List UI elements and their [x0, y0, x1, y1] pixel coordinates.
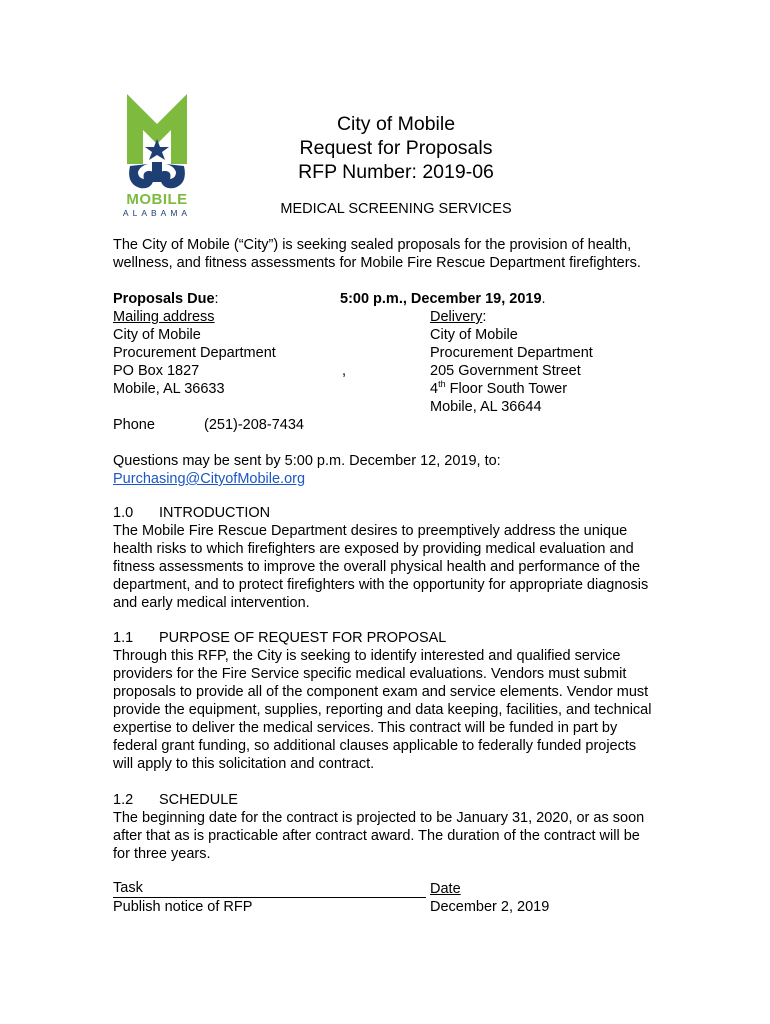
- logo-word: MOBILE: [126, 191, 188, 208]
- phone-number: (251)-208-7434: [204, 417, 304, 433]
- mailing-line: Mobile, AL 36633: [113, 381, 225, 397]
- intro-line: The City of Mobile (“City”) is seeking sealed proposals for the provision of health,: [113, 237, 632, 253]
- purchasing-email-link[interactable]: Purchasing@CityofMobile.org: [113, 471, 306, 487]
- title-line-rfp: Request for Proposals: [299, 137, 493, 159]
- schedule-row-task: Publish notice of RFP: [113, 899, 253, 915]
- section-title: PURPOSE OF REQUEST FOR PROPOSAL: [159, 630, 447, 646]
- intro-paragraph: [113, 236, 673, 272]
- body-line: Through this RFP, the City is seeking to identify interested and qualified service: [113, 648, 621, 664]
- mailing-line: Procurement Department: [113, 345, 276, 361]
- task-header-text: Task: [113, 880, 143, 896]
- body-line: provide the equipment, supplies, reporting and data keeping, facilities, and technical: [113, 702, 652, 718]
- stray-comma: ,: [342, 363, 347, 379]
- floor-number: 4: [430, 381, 439, 397]
- intro-line: wellness, and fitness assessments for Mobile Fire Rescue Department firefighters.: [113, 255, 641, 271]
- schedule-task-header: [113, 880, 426, 898]
- body-line: providers for the Fire Service specific medical evaluations. Vendors must submit: [113, 666, 627, 682]
- mailing-line: City of Mobile: [113, 327, 201, 343]
- title-line-number: RFP Number: 2019-06: [298, 161, 494, 183]
- body-line: federal grant funding, so additional clauses applicable to federally funded projects: [113, 738, 637, 754]
- body-line: fitness assessments to improve the overall physical health and performance of the: [113, 559, 641, 575]
- delivery-colon: :: [482, 309, 487, 325]
- delivery-floor-line: [430, 380, 593, 398]
- body-line: will apply to this solicitation and contract.: [113, 756, 375, 772]
- proposals-due-label: [113, 290, 219, 308]
- body-line: health risks to which firefighters are exposed by providing medical evaluation and: [113, 541, 634, 557]
- floor-ordinal: th: [438, 379, 446, 390]
- phone-label: Phone: [113, 417, 155, 433]
- body-line: department, and to protect firefighters with the opportunity for appropriate diagnosis: [113, 577, 649, 593]
- document-title: [246, 112, 546, 184]
- delivery-line: Mobile, AL 36644: [430, 399, 542, 415]
- delivery-line: Procurement Department: [430, 345, 593, 361]
- body-line: and early medical intervention.: [113, 595, 310, 611]
- section-body: [113, 647, 673, 773]
- proposals-due-colon: :: [214, 291, 219, 307]
- body-line: for three years.: [113, 846, 211, 862]
- delivery-line: 205 Government Street: [430, 363, 581, 379]
- city-logo: [122, 92, 192, 220]
- mailing-line: PO Box 1827: [113, 363, 200, 379]
- delivery-line: City of Mobile: [430, 327, 518, 343]
- body-line: The Mobile Fire Rescue Department desires to preemptively address the unique: [113, 523, 628, 539]
- document-subtitle: MEDICAL SCREENING SERVICES: [280, 201, 512, 217]
- section-body: [113, 522, 673, 612]
- logo-state: ALABAMA: [122, 208, 192, 218]
- city-logo-mark: [122, 92, 192, 197]
- section-title: INTRODUCTION: [159, 505, 271, 521]
- mailing-address: [113, 308, 276, 398]
- proposals-due-datetime: 5:00 p.m., December 19, 2019: [340, 291, 542, 307]
- body-line: expertise to deliver the medical services. This contract will be funded in part by: [113, 720, 618, 736]
- schedule-row-date: December 2, 2019: [430, 899, 550, 915]
- section-number: 1.2: [113, 792, 134, 808]
- section-body: [113, 809, 673, 863]
- body-line: after that as is practicable after contract award. The duration of the contract will be: [113, 828, 640, 844]
- delivery-heading: Delivery: [430, 309, 483, 325]
- body-line: proposals to provide all of the component exam and service elements. Vendor must: [113, 684, 649, 700]
- questions-text: Questions may be sent by 5:00 p.m. December 12, 2019, to:: [113, 453, 501, 469]
- section-title: SCHEDULE: [159, 792, 238, 808]
- mailing-address-heading: Mailing address: [113, 309, 215, 325]
- proposals-due-value: [340, 290, 546, 308]
- section-number: 1.0: [113, 505, 134, 521]
- floor-text: Floor South Tower: [445, 381, 568, 397]
- delivery-address: [430, 308, 593, 416]
- body-line: The beginning date for the contract is projected to be January 31, 2020, or as soon: [113, 810, 645, 826]
- title-line-city: City of Mobile: [336, 113, 456, 135]
- section-number: 1.1: [113, 630, 134, 646]
- proposals-due-text: Proposals Due: [113, 291, 215, 307]
- schedule-date-header: Date: [430, 881, 461, 897]
- proposals-due-period: .: [541, 291, 546, 307]
